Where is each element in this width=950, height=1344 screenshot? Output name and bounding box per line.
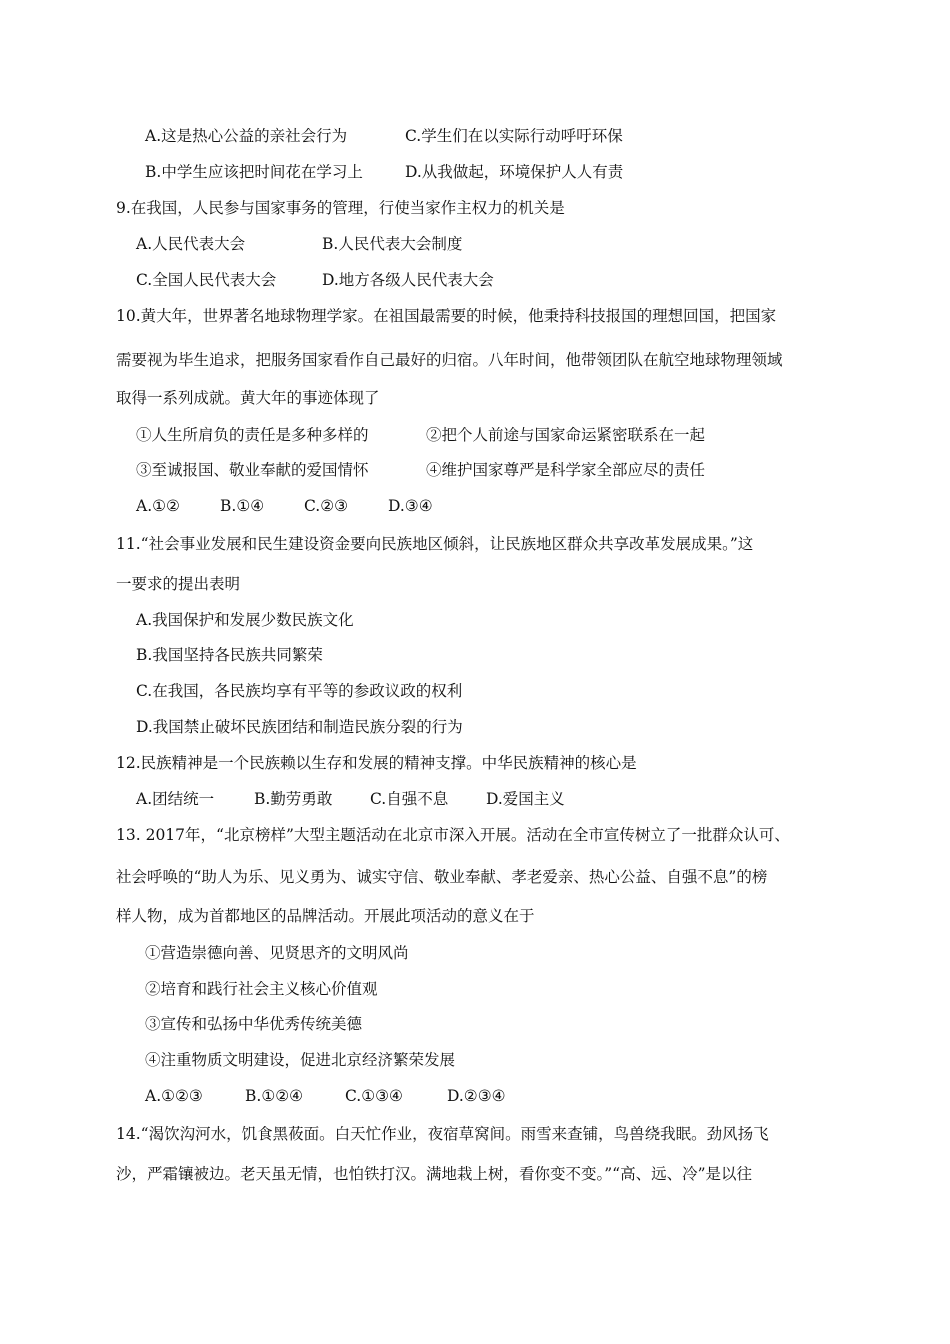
- q12-option-c: C.自强不息: [370, 790, 449, 808]
- q11-option-a: A.我国保护和发展少数民族文化: [136, 611, 354, 629]
- q12-options: [136, 789, 565, 809]
- q10-option-d: D.③④: [388, 497, 433, 515]
- q9-option-a: A.人民代表大会: [136, 235, 246, 253]
- q13-option-b: B.①②④: [245, 1087, 304, 1105]
- q13-options: [145, 1086, 506, 1106]
- q10-statement-1: ①人生所肩负的责任是多种多样的: [136, 426, 369, 444]
- q12-option-b: B.勤劳勇敢: [254, 790, 333, 808]
- q8-option-c: C.学生们在以实际行动呼吁环保: [405, 127, 623, 145]
- q10-option-b: B.①④: [220, 497, 265, 515]
- q11-option-b: B.我国坚持各民族共同繁荣: [136, 646, 323, 664]
- q10-stem-line-3: 取得一系列成就。黄大年的事迹体现了: [116, 389, 380, 407]
- q12-option-a: A.团结统一: [136, 790, 215, 808]
- q10-option-c: C.②③: [304, 497, 349, 515]
- q9-option-c: C.全国人民代表大会: [136, 271, 277, 289]
- q14-stem-line-2: 沙，严霜镶被边。老天虽无情，也怕铁打汉。满地栽上树，看你变不变。”“高、远、冷”是以往: [116, 1165, 753, 1183]
- q14-stem-line-1: 14.“渴饮沟河水，饥食黑莜面。白天忙作业，夜宿草窝间。雨雪来查铺，鸟兽绕我眠。劲风扬飞: [116, 1125, 769, 1143]
- q10-statement-2: ②把个人前途与国家命运紧密联系在一起: [426, 426, 706, 444]
- q10-stem-line-2: 需要视为毕生追求，把服务国家看作自己最好的归宿。八年时间，他带领团队在航空地球物理领域: [116, 351, 783, 369]
- q13-statement-3: ③宣传和弘扬中华优秀传统美德: [145, 1015, 363, 1033]
- q11-stem-line-1: 11.“社会事业发展和民生建设资金要向民族地区倾斜，让民族地区群众共享改革发展成果。”这: [116, 535, 754, 553]
- q13-statement-1: ①营造崇德向善、见贤思齐的文明风尚: [145, 944, 409, 962]
- q9-option-b: B.人民代表大会制度: [322, 235, 463, 253]
- q11-option-c: C.在我国，各民族均享有平等的参政议政的权利: [136, 682, 463, 700]
- q11-option-d: D.我国禁止破坏民族团结和制造民族分裂的行为: [136, 718, 463, 736]
- q13-statement-4: ④注重物质文明建设，促进北京经济繁荣发展: [145, 1051, 456, 1069]
- q13-option-a: A.①②③: [145, 1087, 203, 1105]
- q10-option-a: A.①②: [136, 497, 180, 515]
- q13-stem-line-2: 社会呼唤的“助人为乐、见义勇为、诚实守信、敬业奉献、孝老爱亲、热心公益、自强不息”的榜: [116, 868, 768, 886]
- q11-stem-line-2: 一要求的提出表明: [116, 575, 241, 593]
- q12-stem: 12.民族精神是一个民族赖以生存和发展的精神支撑。中华民族精神的核心是: [116, 754, 637, 772]
- q8-option-a: A.这是热心公益的亲社会行为: [145, 127, 348, 145]
- q13-stem-line-1: 13. 2017年，“北京榜样”大型主题活动在北京市深入开展。活动在全市宣传树立了一批群众认可、: [116, 826, 790, 844]
- q8-option-d: D.从我做起，环境保护人人有责: [405, 163, 624, 181]
- q13-option-d: D.②③④: [447, 1087, 506, 1105]
- q9-stem: 9.在我国，人民参与国家事务的管理，行使当家作主权力的机关是: [116, 199, 565, 217]
- q10-options: [136, 496, 433, 516]
- q8-option-b: B.中学生应该把时间花在学习上: [145, 163, 363, 181]
- q13-stem-line-3: 样人物，成为首都地区的品牌活动。开展此项活动的意义在于: [116, 907, 535, 925]
- q9-option-d: D.地方各级人民代表大会: [322, 271, 494, 289]
- q13-statement-2: ②培育和践行社会主义核心价值观: [145, 980, 378, 998]
- q12-option-d: D.爱国主义: [486, 790, 565, 808]
- q10-statement-3: ③至诚报国、敬业奉献的爱国情怀: [136, 461, 369, 479]
- q13-option-c: C.①③④: [345, 1087, 403, 1105]
- q10-stem-line-1: 10.黄大年，世界著名地球物理学家。在祖国最需要的时候，他秉持科技报国的理想回国，把国家: [116, 307, 777, 325]
- q10-statement-4: ④维护国家尊严是科学家全部应尽的责任: [426, 461, 706, 479]
